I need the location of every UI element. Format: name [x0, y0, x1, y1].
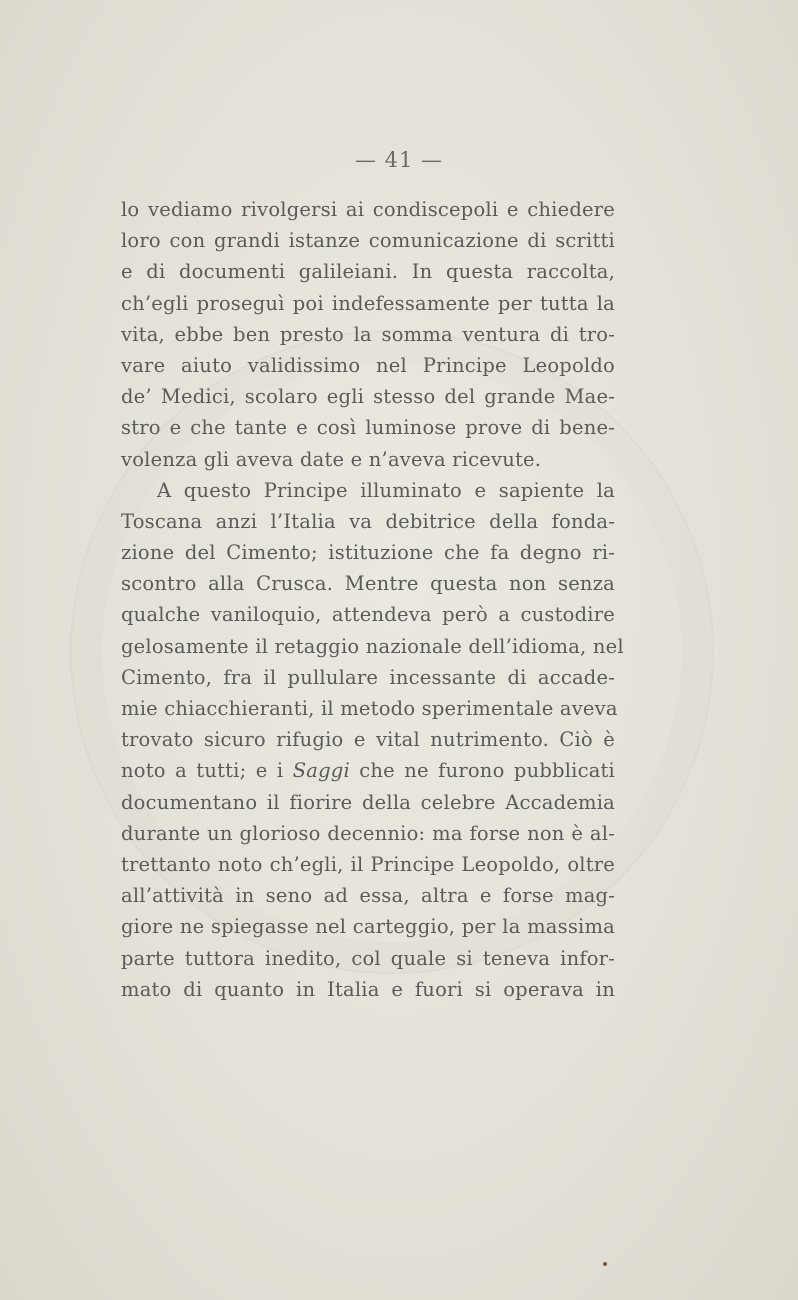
ink-speck — [603, 1262, 607, 1266]
text-line: stro e che tante e così luminose prove di bene- — [121, 416, 615, 440]
page-number: — 41 — — [354, 148, 444, 172]
text-line: vita, ebbe ben presto la somma ventura di tro- — [121, 322, 615, 346]
text-line: qualche vaniloquio, attendeva però a custodire — [121, 603, 615, 627]
text-line: giore ne spiegasse nel carteggio, per la massima — [121, 915, 615, 939]
text-line: vare aiuto validissimo nel Principe Leopoldo — [121, 353, 615, 377]
text-line: loro con grandi istanze comunicazione di scritti — [121, 229, 615, 253]
text-line: A questo Principe illuminato e sapiente la — [157, 478, 615, 502]
text-line: Toscana anzi l’Italia va debitrice della fonda- — [121, 509, 615, 533]
text-line: zione del Cimento; istituzione che fa degno ri- — [121, 541, 615, 565]
text-line: durante un glorioso decennio: ma forse non è al- — [121, 821, 615, 845]
text-line: de’ Medici, scolaro egli stesso del grande Mae- — [121, 385, 615, 409]
text-line: gelosamente il retaggio nazionale dell’idioma, nel — [121, 634, 624, 658]
text-line: trovato sicuro rifugio e vital nutrimento. Ciò è — [121, 728, 615, 752]
text-line: scontro alla Crusca. Mentre questa non senza — [121, 572, 615, 596]
text-line: ch’egli proseguì poi indefessamente per tutta la — [121, 291, 615, 315]
text-line: mato di quanto in Italia e fuori si operava in — [121, 977, 615, 1001]
text-line: all’attività in seno ad essa, altra e forse mag- — [121, 884, 615, 908]
text-line: documentano il fiorire della celebre Accademia — [121, 790, 615, 814]
text-line: e di documenti galileiani. In questa raccolta, — [121, 260, 615, 284]
body-text — [121, 194, 624, 1005]
text-line: volenza gli aveva date e n’aveva ricevute. — [121, 447, 542, 471]
text-line: parte tuttora inedito, col quale si teneva infor- — [121, 946, 615, 970]
text-line: Cimento, fra il pullulare incessante di accade- — [121, 665, 615, 689]
text-line: mie chiacchieranti, il metodo sperimentale aveva — [121, 697, 618, 720]
text-line: noto a tutti; e i Saggi che ne furono pubblicati — [121, 759, 615, 783]
text-line: lo vediamo rivolgersi ai condiscepoli e chiedere — [121, 198, 615, 221]
text-line: trettanto noto ch’egli, il Principe Leopoldo, oltre — [121, 852, 615, 876]
italic-word: Saggi — [292, 759, 350, 783]
